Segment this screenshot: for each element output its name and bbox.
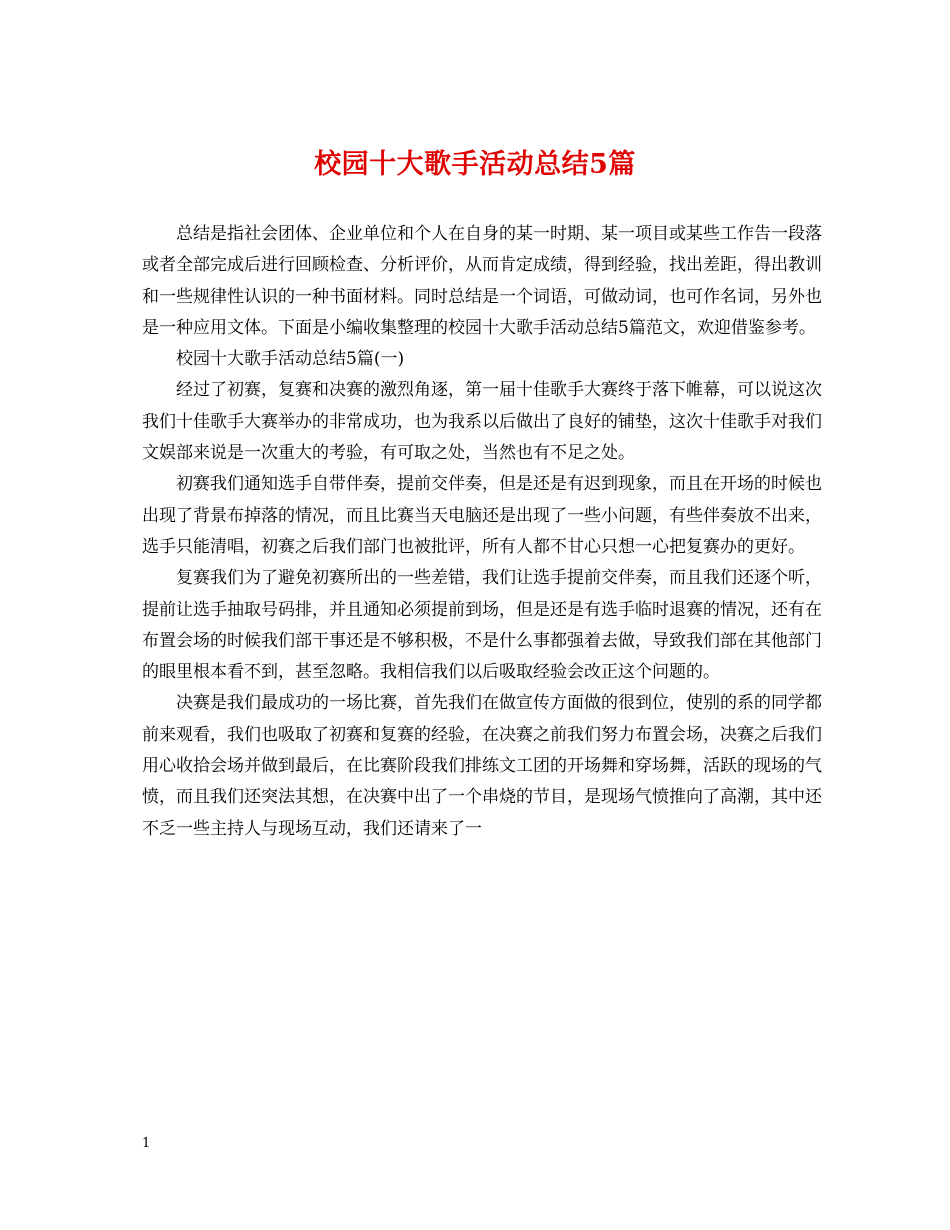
page-number: 1 xyxy=(142,1136,151,1151)
paragraph-semifinal: 复赛我们为了避免初赛所出的一些差错，我们让选手提前交伴奏，而且我们还逐个听，提前让选手抽取号码排，并且通知必须提前到场，但是还是有选手临时退赛的情况，还有在布置会场的时候我们部干事还是不够积极，不是什么事都强着去做，导致我们部在其他部门的眼里根本看不到，甚至忽略。我相信我们以后吸取经验会改正这个问题的。 xyxy=(142,568,822,683)
paragraph-overview: 经过了初赛，复赛和决赛的激烈角逐，第一届十佳歌手大赛终于落下帷幕，可以说这次我们十佳歌手大赛举办的非常成功，也为我系以后做出了良好的铺垫，这次十佳歌手对我们文娱部来说是一次重大的考验，有可取之处，当然也有不足之处。 xyxy=(142,380,822,464)
document-body xyxy=(142,219,822,845)
section-heading: 校园十大歌手活动总结5篇(一) xyxy=(176,349,405,370)
document-title: 校园十大歌手活动总结5篇 xyxy=(314,149,636,180)
paragraph-final: 决赛是我们最成功的一场比赛，首先我们在做宣传方面做的很到位，使别的系的同学都前来观看，我们也吸取了初赛和复赛的经验，在决赛之前我们努力布置会场，决赛之后我们用心收拾会场并做到最后，在比赛阶段我们排练文工团的开场舞和穿场舞，活跃的现场的气愤，而且我们还突法其想，在决赛中出了一个串烧的节目，是现场气愤推向了高潮，其中还不乏一些主持人与现场互动，我们还请来了一 xyxy=(142,693,822,839)
paragraph-preliminary: 初赛我们通知选手自带伴奏，提前交伴奏，但是还是有迟到现象，而且在开场的时候也出现了背景布掉落的情况，而且比赛当天电脑还是出现了一些小问题，有些伴奏放不出来，选手只能清唱，初赛之后我们部门也被批评，所有人都不甘心只想一心把复赛办的更好。 xyxy=(142,474,822,557)
paragraph-intro: 总结是指社会团体、企业单位和个人在自身的某一时期、某一项目或某些工作告一段落或者全部完成后进行回顾检查、分析评价，从而肯定成绩，得到经验，找出差距，得出教训和一些规律性认识的一种书面材料。同时总结是一个词语，可做动词，也可作名词，另外也是一种应用文体。下面是小编收集整理的校园十大歌手活动总结5篇范文，欢迎借鉴参考。 xyxy=(142,224,822,338)
